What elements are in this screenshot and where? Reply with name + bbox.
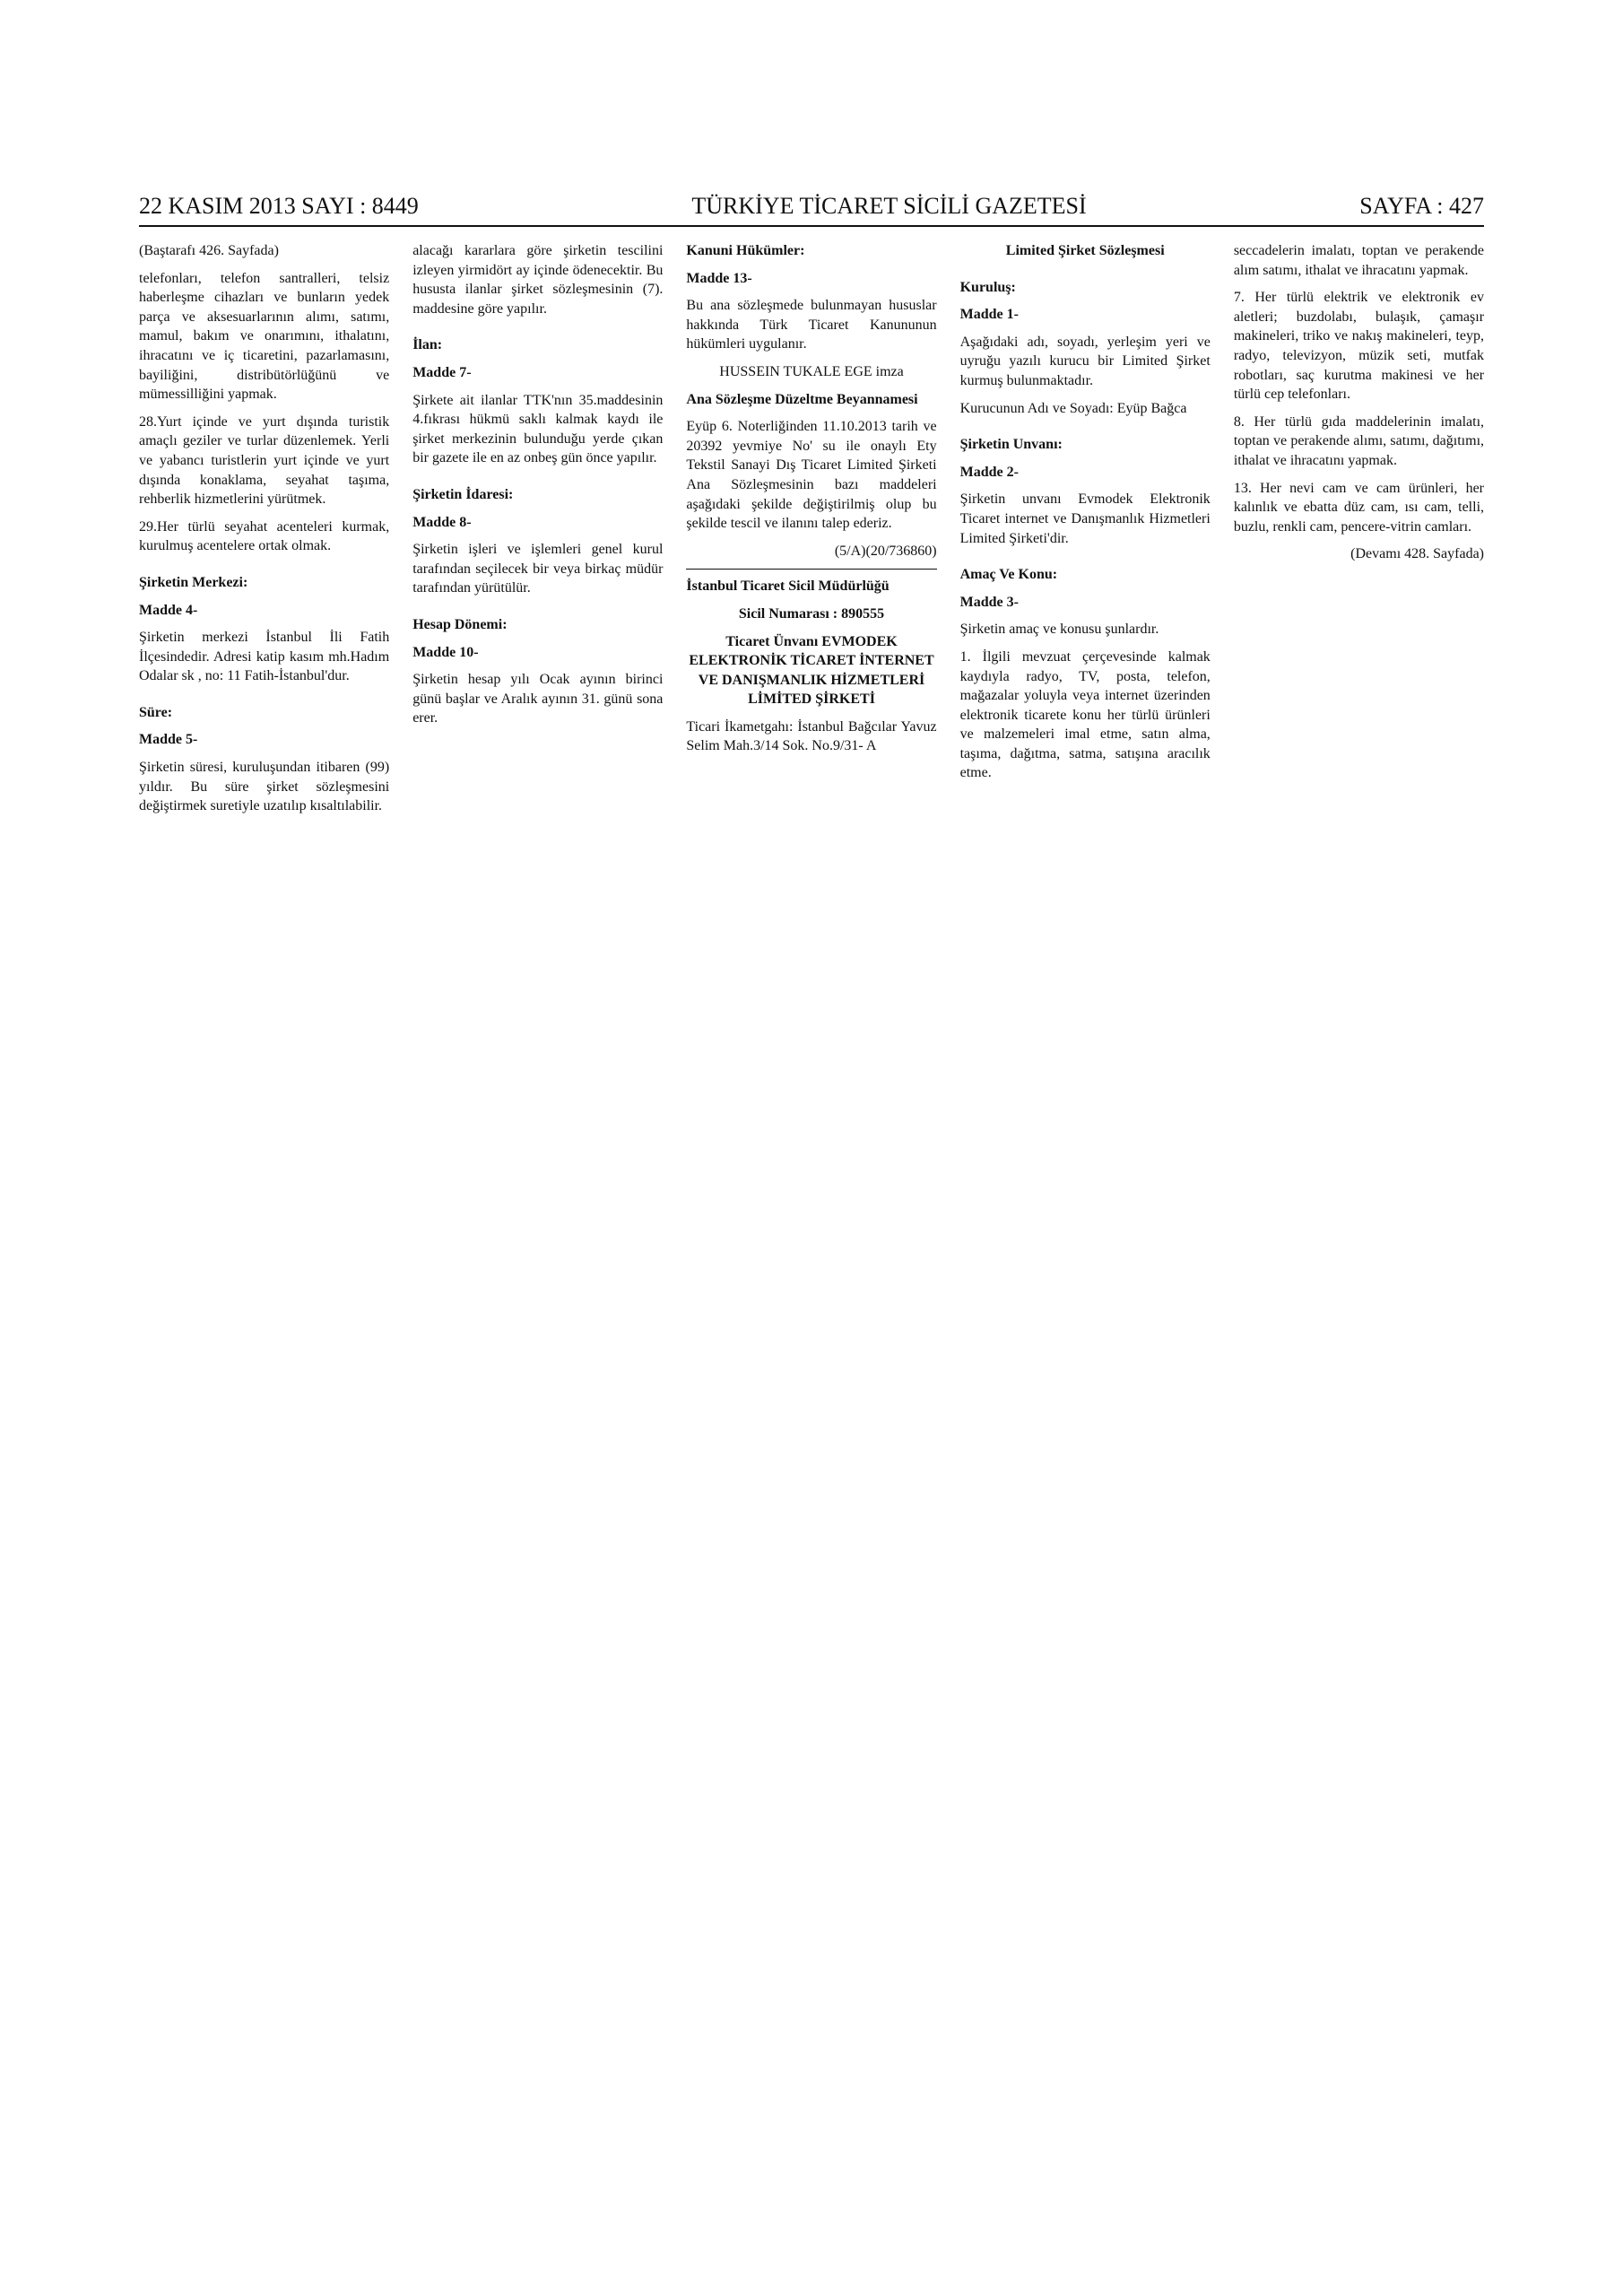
paragraph: 8. Her türlü gıda maddelerinin imalatı, toptan ve perakende alımı, satımı, dağıtımı, ithalat ve ihracatını yapmak. [1233, 413, 1484, 468]
columns [139, 241, 1484, 824]
column-5 [1234, 241, 1484, 824]
page-number: SAYFA : 427 [1359, 193, 1484, 219]
paragraph: Eyüp 6. Noterliğinden 11.10.2013 tarih ve 20392 yevmiye No' su ile onaylı Ety Tekstil Sanayi Dış Ticaret Limited Şirketi Ana Sözleşmesinin bazı maddeleri aşağıdaki şekilde değiştirilmiş olup bu şekilde tescil ve ilanını talep ederiz. [686, 419, 937, 532]
section-heading: Kuruluş: [959, 279, 1016, 295]
section-heading: Ana Sözleşme Düzeltme Beyannamesi [686, 391, 918, 407]
registry-number: Sicil Numarası : 890555 [738, 605, 885, 622]
section-heading: Şirketin Unvanı: [959, 437, 1063, 453]
paragraph: telefonları, telefon santralleri, telsiz haberleşme cihazları ve bunların yedek parça ve aksesuarlarının alımı, satımı, mamul, bakım ve onarımını, ithalatını, ihracatını ve iç ticaretini, pazarlamasını, bayiliğini, distribütörlüğünü ve mümessilliğini yapmak. [139, 270, 390, 403]
paragraph: Şirketin işleri ve işlemleri genel kurul tarafından seçilecek bir veya birkaç müdür tarafından yürütülür. [412, 542, 664, 596]
article-number: Madde 13- [686, 270, 752, 286]
article-number: Madde 10- [412, 644, 479, 660]
paragraph: Bu ana sözleşmede bulunmayan hususlar hakkında Türk Ticaret Kanununun hükümleri uygulanır. [686, 298, 937, 352]
article-number: Madde 3- [959, 594, 1019, 610]
paragraph: Şirketin amaç ve konusu şunlardır. [959, 622, 1159, 638]
paragraph: Şirketin merkezi İstanbul İli Fatih İlçesindedir. Adresi katip kasım mh.Hadım Odalar sk , no: 11 Fatih-İstanbul'dur. [139, 630, 390, 684]
paragraph: 7. Her türlü elektrik ve elektronik ev aletleri; buzdolabı, bulaşık, çamaşır makineleri, triko ve nakış makineleri, teyp, radyo, televizyon, müzik seti, mutfak robotları, saç kurutma makinesi ve her türlü cep telefonları. [1233, 290, 1484, 403]
signature-line: HUSSEIN TUKALE EGE imza [719, 363, 904, 379]
paragraph: Ticari İkametgahı: İstanbul Bağcılar Yavuz Selim Mah.3/14 Sok. No.9/31- A [686, 718, 937, 754]
paragraph: 28.Yurt içinde ve yurt dışında turistik amaçlı geziler ve turlar düzenlemek. Yerli ve yabancı turistlerin yurt içinde ve yurt dışında konaklama, seyahat taşıma, rehberlik hizmetlerini yürütmek. [139, 413, 390, 508]
paragraph: Şirketin hesap yılı Ocak ayının birinci günü başlar ve Aralık ayının 31. günü sona erer. [412, 672, 664, 726]
paragraph: 29.Her türlü seyahat acenteleri kurmak, kurulmuş acentelere ortak olmak. [139, 518, 390, 554]
reference-code: (5/A)(20/736860) [834, 543, 937, 559]
issue-date: 22 KASIM 2013 SAYI : 8449 [139, 193, 419, 219]
article-number: Madde 5- [139, 732, 198, 748]
company-title: Ticaret Ünvanı EVMODEK ELEKTRONİK TİCARET İNTERNET VE DANIŞMANLIK HİZMETLERİ LİMİTED ŞİRKETİ [689, 633, 934, 708]
article-number: Madde 2- [959, 464, 1019, 480]
article-number: Madde 4- [139, 602, 198, 618]
continued-from: (Baştarafı 426. Sayfada) [139, 243, 279, 258]
section-heading: Limited Şirket Sözleşmesi [1005, 243, 1165, 258]
paragraph: seccadelerin imalatı, toptan ve perakende alım satımı, ithalat ve ihracatını yapmak. [1233, 243, 1484, 278]
article-number: Madde 8- [412, 514, 472, 530]
page-header [139, 193, 1484, 227]
section-heading: İlan: [412, 337, 443, 353]
paragraph: 13. Her nevi cam ve cam ürünleri, her kalınlık ve ebatta düz cam, ısı cam, telli, buzlu, renkli cam, pencere-vitrin camları. [1233, 480, 1484, 535]
column-1 [139, 241, 389, 824]
paragraph: 1. İlgili mevzuat çerçevesinde kalmak kaydıyla radyo, TV, posta, telefon, mağazalar yoluyla veya internet üzerinden elektronik ticarete konu her türlü ürünleri ve malzemeleri imal etme, satın alma, taşıma, dağıtma, satma, satışına aracılık etme. [959, 648, 1211, 781]
paragraph: Şirkete ait ilanlar TTK'nın 35.maddesinin 4.fıkrası hükmü saklı kalmak kaydı ile şirket merkezinin bulunduğu yerde çıkan bir gazete ile en az onbeş gün önce yapılır. [412, 392, 664, 466]
gazette-page [139, 193, 1484, 2166]
article-number: Madde 7- [412, 364, 472, 380]
section-heading: Kanuni Hükümler: [686, 243, 805, 258]
divider [686, 569, 936, 570]
article-number: Madde 1- [959, 307, 1019, 323]
registry-heading: İstanbul Ticaret Sicil Müdürlüğü [686, 578, 890, 595]
section-heading: Hesap Dönemi: [412, 616, 508, 632]
section-heading: Şirketin Merkezi: [139, 574, 248, 590]
paragraph: Şirketin süresi, kuruluşundan itibaren (99) yıldır. Bu süre şirket sözleşmesini değiştirmek suretiyle uzatılıp kısaltılabilir. [139, 760, 390, 814]
section-heading: Şirketin İdaresi: [412, 486, 514, 502]
column-2 [412, 241, 663, 824]
gazette-title: TÜRKİYE TİCARET SİCİLİ GAZETESİ [691, 193, 1087, 219]
paragraph: Kurucunun Adı ve Soyadı: Eyüp Bağca [959, 400, 1187, 416]
section-heading: Süre: [139, 704, 173, 720]
paragraph: Şirketin unvanı Evmodek Elektronik Ticaret internet ve Danışmanlık Hizmetleri Limited Şirketi'dir. [959, 491, 1211, 546]
section-heading: Amaç Ve Konu: [959, 567, 1058, 583]
paragraph: Aşağıdaki adı, soyadı, yerleşim yeri ve uyruğu yazılı kurucu bir Limited Şirket kurmuş bulunmaktadır. [959, 334, 1211, 388]
continued-on: (Devamı 428. Sayfada) [1350, 546, 1484, 562]
column-4 [960, 241, 1211, 824]
paragraph: alacağı kararlara göre şirketin tescilini izleyen yirmidört ay içinde ödenecektir. Bu hususta ilanlar şirket sözleşmesinin (7). maddesine göre yapılır. [412, 243, 664, 317]
column-3 [686, 241, 936, 824]
